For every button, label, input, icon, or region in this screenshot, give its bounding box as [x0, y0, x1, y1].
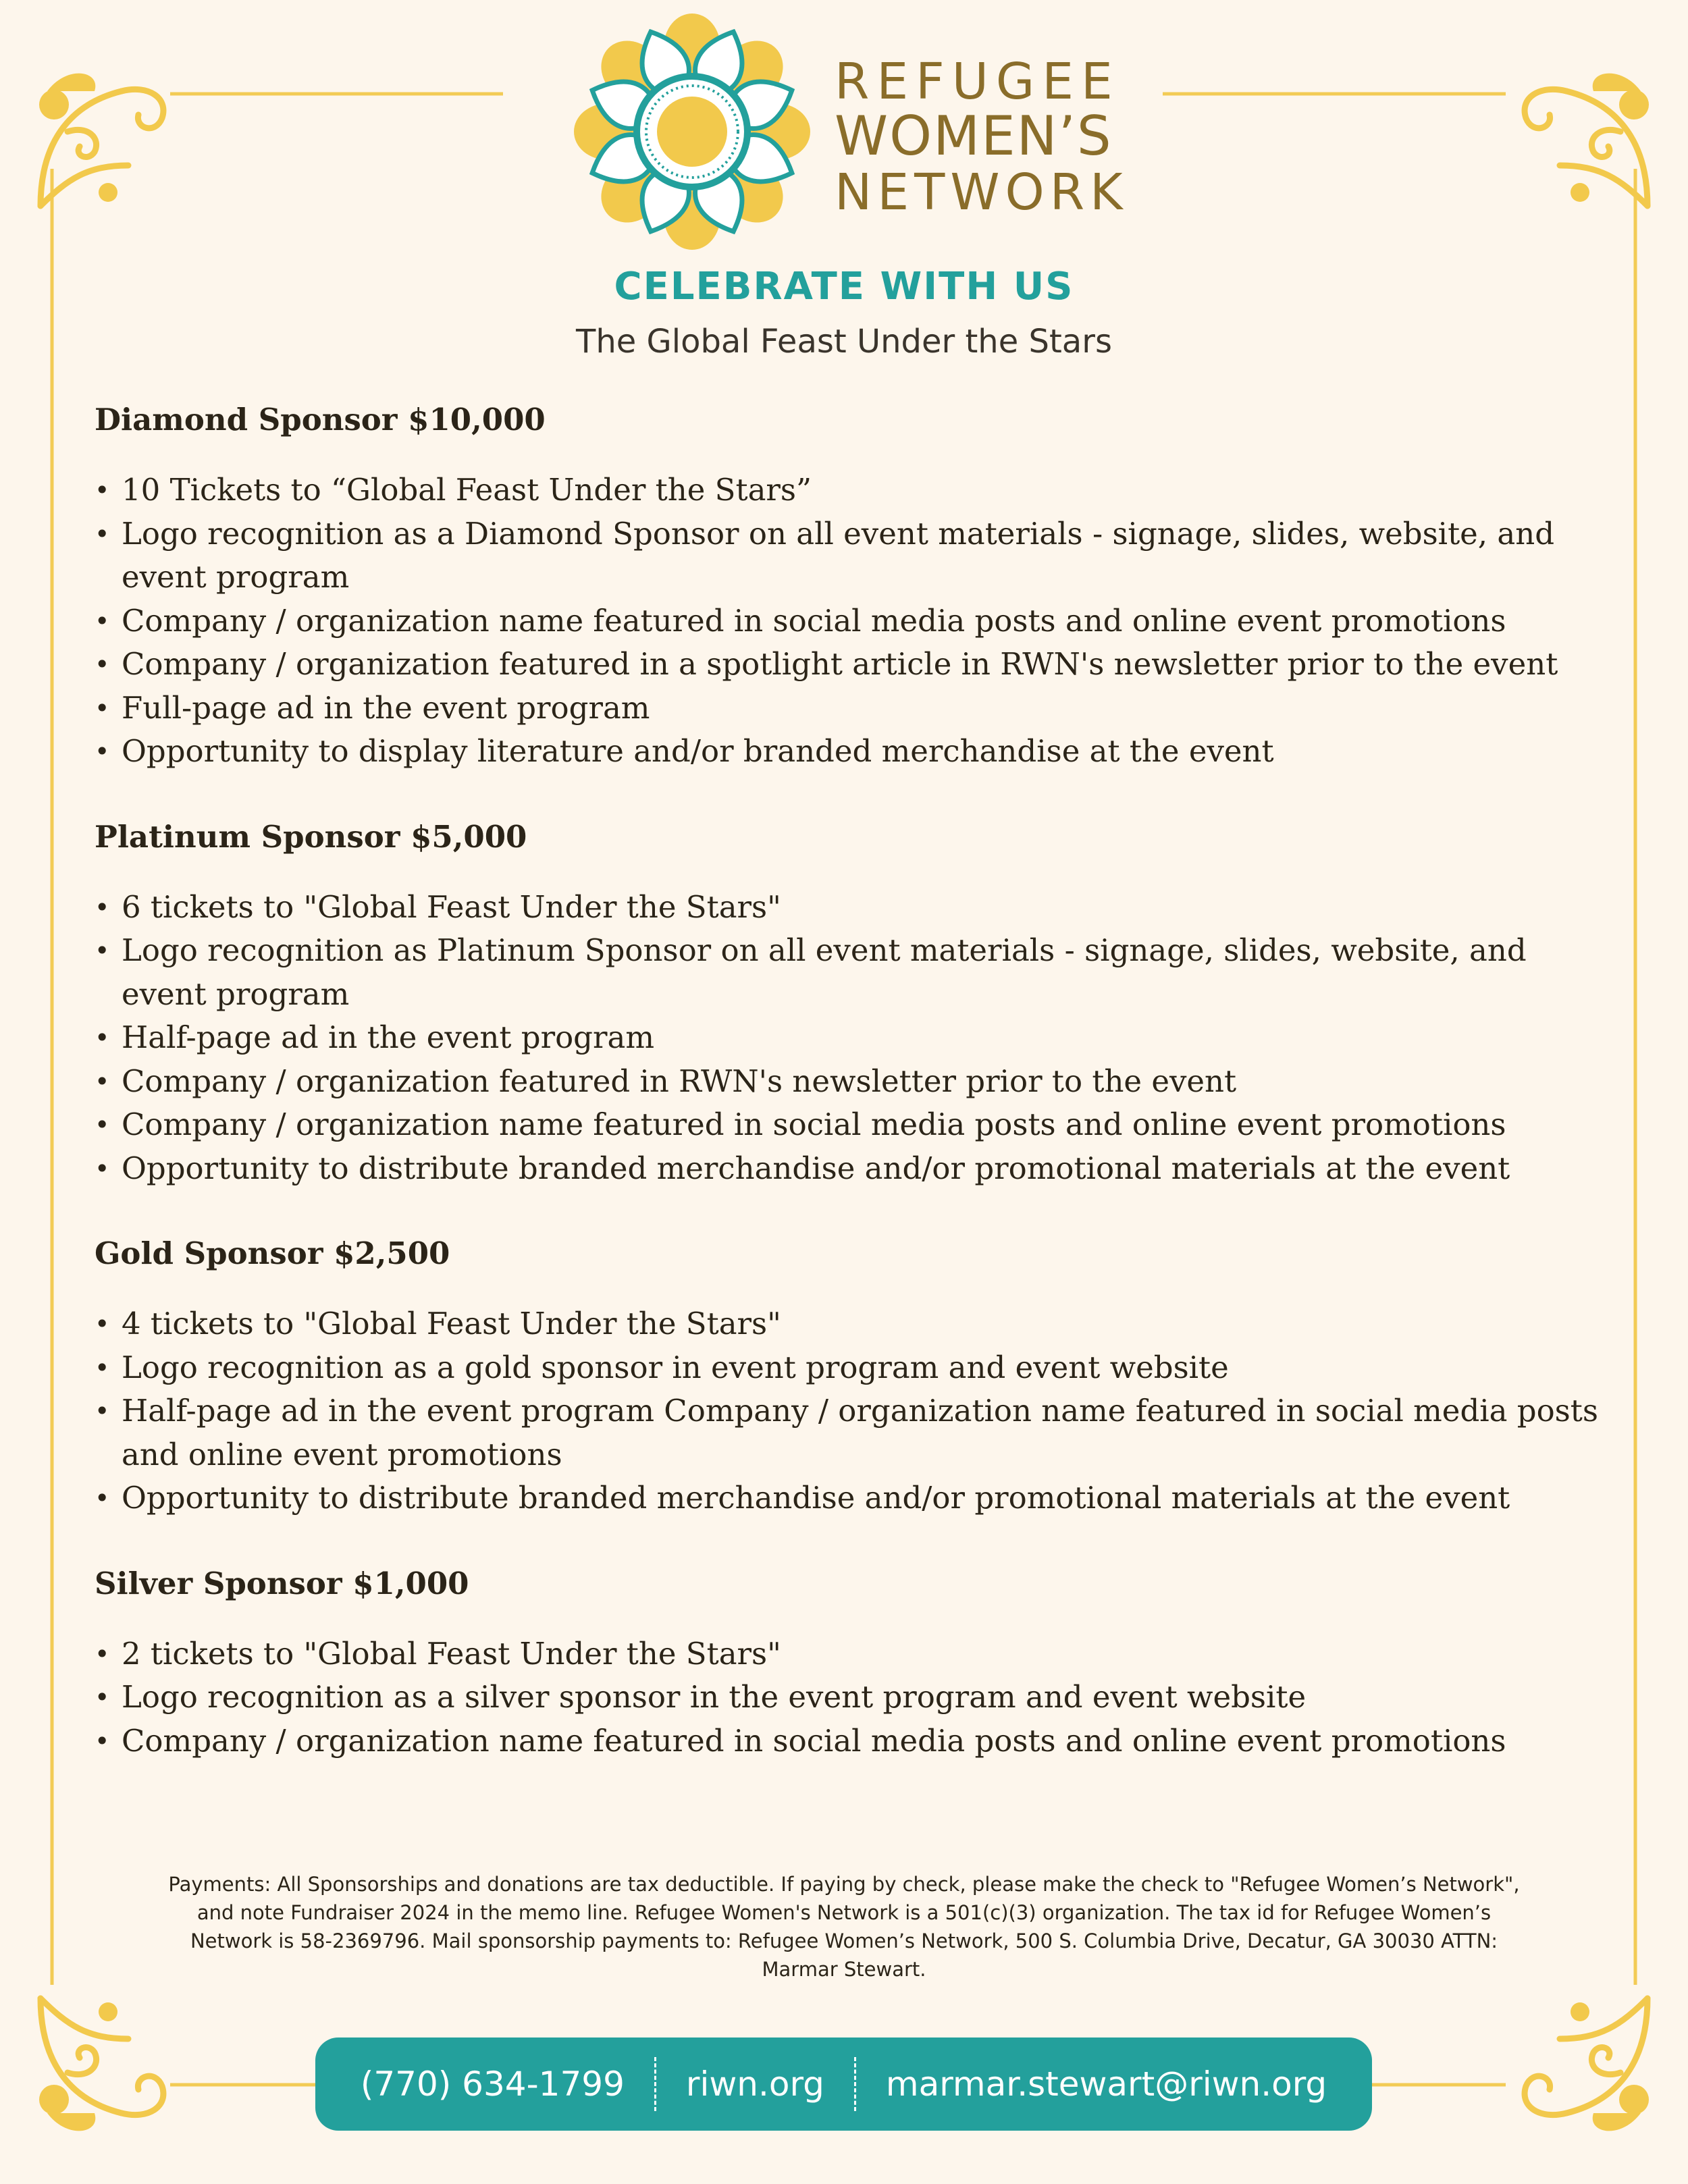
tier-title: Platinum Sponsor $5,000 [95, 818, 527, 855]
tier-title: Diamond Sponsor $10,000 [95, 402, 546, 437]
page-subtitle: The Global Feast Under the Stars [576, 323, 1112, 361]
brand-line-3: NETWORK [835, 163, 1128, 221]
list-item: • Opportunity to distribute branded merchandise and/or promotional materials at the event [95, 1476, 1607, 1520]
tier-title: Gold Sponsor $2,500 [95, 1235, 450, 1271]
brand-line-1: REFUGEE [835, 53, 1120, 111]
list-item: • Company / organization name featured in social media posts and online event promotions [95, 600, 1607, 643]
mandala-flower-icon [574, 14, 810, 250]
list-item: • Company / organization name featured in social media posts and online event promotions [95, 1720, 1607, 1763]
list-item: • Logo recognition as a gold sponsor in event program and event website [95, 1346, 1607, 1390]
phone-link[interactable]: (770) 634-1799 [360, 2065, 625, 2104]
tier-gold [95, 1232, 1607, 1520]
tier-silver [95, 1562, 1607, 1763]
corner-flourish-top-left-icon [27, 64, 182, 219]
list-item: • Half-page ad in the event program [95, 1016, 1607, 1060]
list-item: • Logo recognition as a Diamond Sponsor on all event materials - signage, slides, website, and event program [95, 512, 1607, 600]
payment-note: Payments: All Sponsorships and donations are tax deductible. If paying by check, please make the check to "Refugee Women’s Network", and note Fundraiser 2024 in the memo line. Refugee Women's Network is a 501(c)(3) organization. The tax id for Refugee Women’s Network is 58-2369796. Mail sponsorship payments to: Refugee Women’s Network, 500 S. Columbia Drive, Decatur, GA 30030 ATTN: Marmar Stewart. [168, 1873, 1520, 1981]
website-link[interactable]: riwn.org [685, 2065, 824, 2104]
list-item: • 10 Tickets to “Global Feast Under the Stars” [95, 469, 1607, 512]
list-item: • Logo recognition as Platinum Sponsor on all event materials - signage, slides, website, and event program [95, 929, 1607, 1016]
list-item: • 6 tickets to "Global Feast Under the Stars" [95, 886, 1607, 930]
list-item: • Full-page ad in the event program [95, 687, 1607, 730]
benefit-list [95, 1632, 1607, 1763]
brand-line-2: WOMEN’S [835, 105, 1113, 167]
corner-flourish-bottom-left-icon [27, 1985, 182, 2140]
list-item: • Company / organization featured in a spotlight article in RWN's newsletter prior to the event [95, 643, 1607, 687]
sponsorship-tiers [95, 398, 1607, 1805]
list-item: • Opportunity to distribute branded merchandise and/or promotional materials at the event [95, 1147, 1607, 1191]
page-title: CELEBRATE WITH US [614, 265, 1074, 309]
tier-platinum [95, 816, 1607, 1191]
list-item: • Logo recognition as a silver sponsor in the event program and event website [95, 1676, 1607, 1720]
brand-wordmark [835, 53, 1128, 221]
list-item: • 2 tickets to "Global Feast Under the Stars" [95, 1632, 1607, 1676]
benefit-list [95, 469, 1607, 774]
list-item: • 4 tickets to "Global Feast Under the Stars" [95, 1302, 1607, 1346]
corner-flourish-bottom-right-icon [1506, 1985, 1661, 2140]
list-item: • Company / organization name featured in social media posts and online event promotions [95, 1103, 1607, 1147]
list-item: • Half-page ad in the event program Company / organization name featured in social media posts and online event promotions [95, 1389, 1607, 1476]
contact-bar [315, 2037, 1372, 2131]
list-item: • Opportunity to display literature and/or branded merchandise at the event [95, 730, 1607, 774]
benefit-list [95, 1302, 1607, 1520]
list-item: • Company / organization featured in RWN's newsletter prior to the event [95, 1060, 1607, 1104]
tier-diamond [95, 398, 1607, 774]
email-link[interactable]: marmar.stewart@riwn.org [885, 2065, 1327, 2104]
tier-title: Silver Sponsor $1,000 [95, 1565, 469, 1601]
benefit-list [95, 886, 1607, 1191]
corner-flourish-top-right-icon [1506, 64, 1661, 219]
